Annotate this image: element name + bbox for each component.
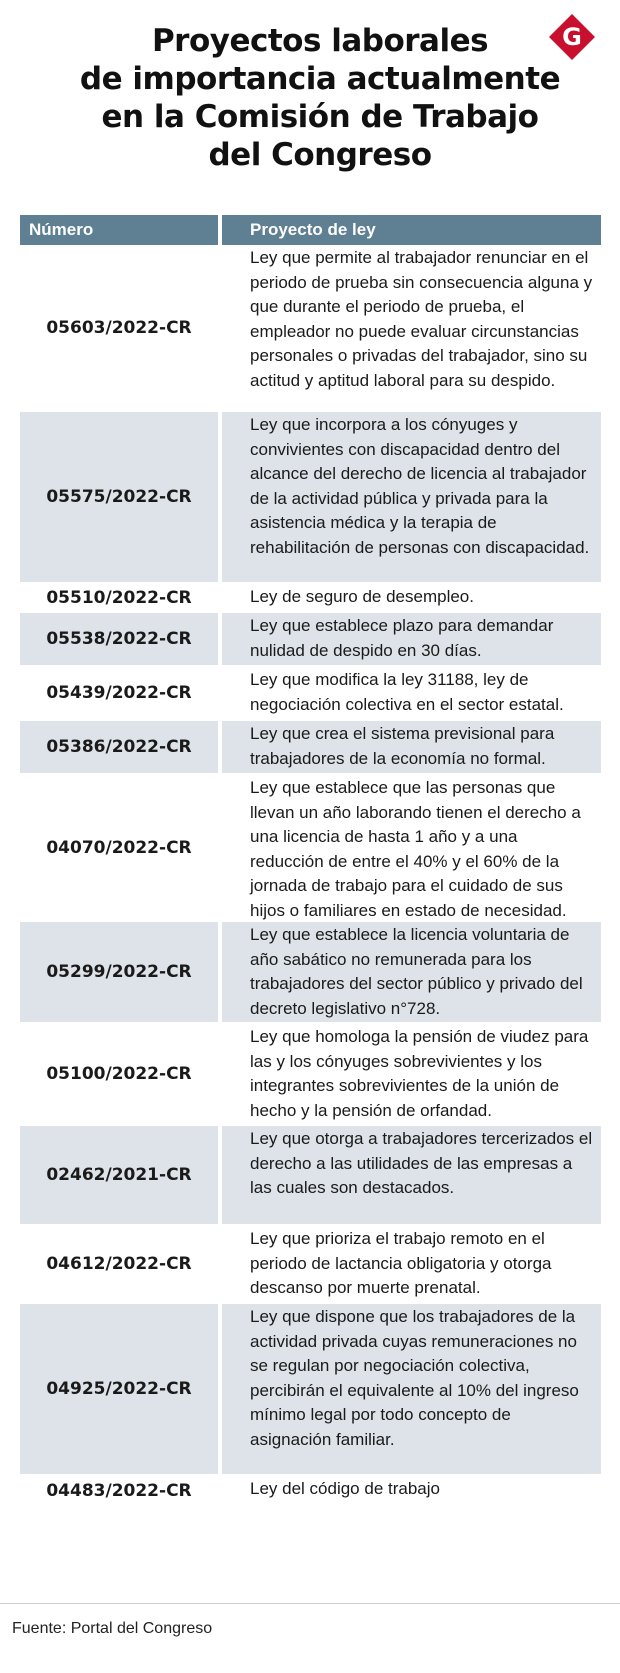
table-row [20, 667, 601, 721]
row-proyecto: Ley que crea el sistema previsional para trabajadores de la economía no formal. [222, 721, 601, 773]
table-row [20, 1226, 601, 1304]
row-numero: 02462/2021-CR [20, 1126, 218, 1224]
row-numero: 04483/2022-CR [46, 1481, 192, 1501]
projects-table [20, 215, 601, 1508]
row-numero: 04070/2022-CR [46, 837, 192, 858]
table-row [20, 245, 601, 412]
row-proyecto: Ley que dispone que los trabajadores de la actividad privada cuyas remuneraciones no se regulan por negociación colectiva, percibirán el equivalente al 10% del ingreso mínimo legal por todo concepto de asignación familiar. [222, 1304, 601, 1474]
row-proyecto: Ley que prioriza el trabajo remoto en el periodo de lactancia obligatoria y otorga descanso por muerte prenatal. [250, 1229, 552, 1298]
row-proyecto: Ley que establece la licencia voluntaria de año sabático no remunerada para los trabajadores del sector público y privado del decreto legislativo n°728. [222, 922, 601, 1022]
row-numero: 04925/2022-CR [20, 1304, 218, 1474]
row-proyecto: Ley que permite al trabajador renunciar en el periodo de prueba sin consecuencia alguna y que durante el periodo de prueba, el empleador no puede evaluar circunstancias personales o privadas del trabajador, sino su actitud y aptitud laboral para su despido. [250, 248, 593, 390]
row-proyecto: Ley que establece plazo para demandar nulidad de despido en 30 días. [222, 613, 601, 665]
table-row [20, 584, 601, 613]
table-row [20, 1304, 601, 1476]
row-proyecto: Ley que homologa la pensión de viudez para las y los cónyuges sobrevivientes y los integrantes sobrevivientes de la unión de hecho y la pensión de orfandad. [250, 1027, 589, 1120]
header-numero: Número [20, 215, 218, 245]
table-header [20, 215, 601, 245]
row-proyecto: Ley que modifica la ley 31188, ley de negociación colectiva en el sector estatal. [250, 670, 564, 714]
table-row [20, 1024, 601, 1126]
row-numero: 05538/2022-CR [20, 613, 218, 665]
row-numero: 04612/2022-CR [46, 1254, 192, 1274]
row-proyecto: Ley del código de trabajo [250, 1479, 440, 1498]
row-proyecto: Ley que establece que las personas que llevan un año laborando tienen el derecho a una licencia de hasta 1 año y a una reducción de entre el 40% y el 60% de la jornada de trabajo para el cuidado de sus hijos o familiares en estado de necesidad. [250, 778, 581, 920]
row-numero: 05575/2022-CR [20, 412, 218, 582]
table-row [20, 412, 601, 584]
row-numero: 05100/2022-CR [46, 1064, 192, 1084]
table-row [20, 1126, 601, 1226]
table-row [20, 922, 601, 1024]
table-row [20, 613, 601, 667]
row-numero: 05603/2022-CR [46, 317, 192, 338]
page-title [60, 22, 580, 174]
table-row [20, 721, 601, 775]
table-row [20, 1476, 601, 1508]
row-numero: 05439/2022-CR [46, 683, 192, 703]
source-note: Fuente: Portal del Congreso [12, 1620, 213, 1637]
header-proyecto: Proyecto de ley [222, 215, 601, 245]
row-proyecto: Ley de seguro de desempleo. [250, 587, 474, 606]
row-proyecto: Ley que otorga a trabajadores tercerizados el derecho a las utilidades de las empresas a las cuales son destacados. [222, 1126, 601, 1224]
title-line-2: de importancia actualmente [79, 61, 561, 97]
row-proyecto: Ley que incorpora a los cónyuges y convivientes con discapacidad dentro del alcance del derecho de licencia al trabajador de la actividad pública y privada para la asistencia médica y la terapia de rehabilitación de personas con discapacidad. [222, 412, 601, 582]
title-line-3: en la Comisión de Trabajo [101, 99, 539, 135]
svg-text:G: G [562, 23, 582, 51]
footer-divider [0, 1603, 620, 1604]
gestion-logo-icon [548, 13, 596, 61]
row-numero: 05386/2022-CR [20, 721, 218, 773]
row-numero: 05299/2022-CR [20, 922, 218, 1022]
row-numero: 05510/2022-CR [46, 587, 192, 608]
title-line-4: del Congreso [208, 137, 432, 173]
table-row [20, 775, 601, 922]
title-line-1: Proyectos laborales [151, 23, 489, 59]
